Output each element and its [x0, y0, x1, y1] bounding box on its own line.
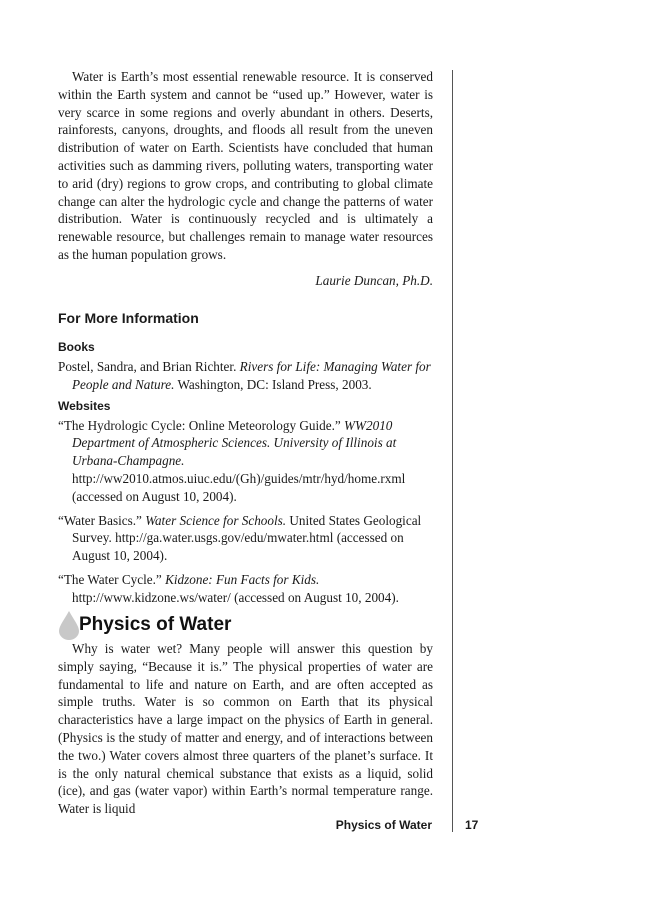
websites-heading: Websites — [58, 398, 111, 413]
ref-title: Rivers for Life: Managing Water for People and Nature. — [72, 359, 431, 392]
ref-tail: http://ww2010.atmos.uiuc.edu/(Gh)/guides/mtr/hyd/home.rxml (accessed on August 10, 2004). — [72, 470, 406, 504]
ref-title: Water Science for Schools. — [145, 512, 287, 528]
ref-tail: Washington, DC: Island Press, 2003. — [174, 376, 372, 392]
ref-lead: “Water Basics.” — [58, 512, 146, 528]
main-column — [58, 68, 433, 613]
physics-of-water-section — [58, 606, 433, 818]
ref-lead: Postel, Sandra, and Brian Richter. — [58, 359, 240, 375]
section-heading — [58, 606, 433, 636]
ref-title: Kidzone: Fun Facts for Kids. — [165, 571, 320, 587]
website-reference — [58, 512, 433, 565]
author-signature: Laurie Duncan, Ph.D. — [315, 272, 433, 288]
ref-lead: “The Water Cycle.” — [58, 571, 166, 587]
books-heading: Books — [58, 340, 95, 355]
section-title: Physics of Water — [79, 614, 232, 635]
intro-paragraph: Water is Earth’s most essential renewable resource. It is conserved within the Earth system and cannot be “used up.” However, water is very scarce in some regions and overly abundant in others. Deserts, rainforests, canyons, droughts, and floods all result from the uneven distribution of water on Earth. Scientists have concluded that human activities such as damming rivers, polluting waters, transporting water to arid (dry) regions to grow crops, and contributing to global climate change can alter the hydrologic cycle and change the patterns of water distribution. Water is continuously recycled and is ultimately a renewable resource, but challenges remain to manage water resources as the human population grows. — [58, 69, 433, 262]
running-footer-title: Physics of Water — [335, 818, 432, 832]
margin-rule — [452, 70, 453, 832]
website-reference — [58, 571, 433, 607]
ref-lead: “The Hydrologic Cycle: Online Meteorology Guide.” — [58, 417, 345, 433]
for-more-information-heading: For More Information — [58, 309, 199, 326]
website-reference — [58, 417, 433, 506]
water-drop-icon — [58, 610, 80, 640]
section-paragraph: Why is water wet? Many people will answer this question by simply saying, “Because it is.” The physical properties of water are fundamental to life and nature on Earth, and are often accepted as simple truths. Water is so common on Earth that its physical characteristics have a large impact on the physics of Earth in general. (Physics is the study of matter and energy, and of interactions between the two.) Water covers almost three quarters of the planet’s surface. It is the only natural chemical substance that exists as a liquid, solid (ice), and gas (water vapor) within Earth’s normal temperature range. Water is liquid — [58, 641, 433, 817]
ref-tail: http://www.kidzone.ws/water/ (accessed on August 10, 2004). — [72, 589, 399, 605]
ref-tail: United States Geological Survey. http://ga.water.usgs.gov/edu/mwater.html (accessed on August 10, 2004). — [72, 512, 422, 564]
book-reference — [58, 358, 433, 394]
ref-title: WW2010 Department of Atmospheric Sciences. University of Illinois at Urbana-Champagne. — [72, 417, 397, 469]
page-number: 17 — [465, 818, 479, 832]
